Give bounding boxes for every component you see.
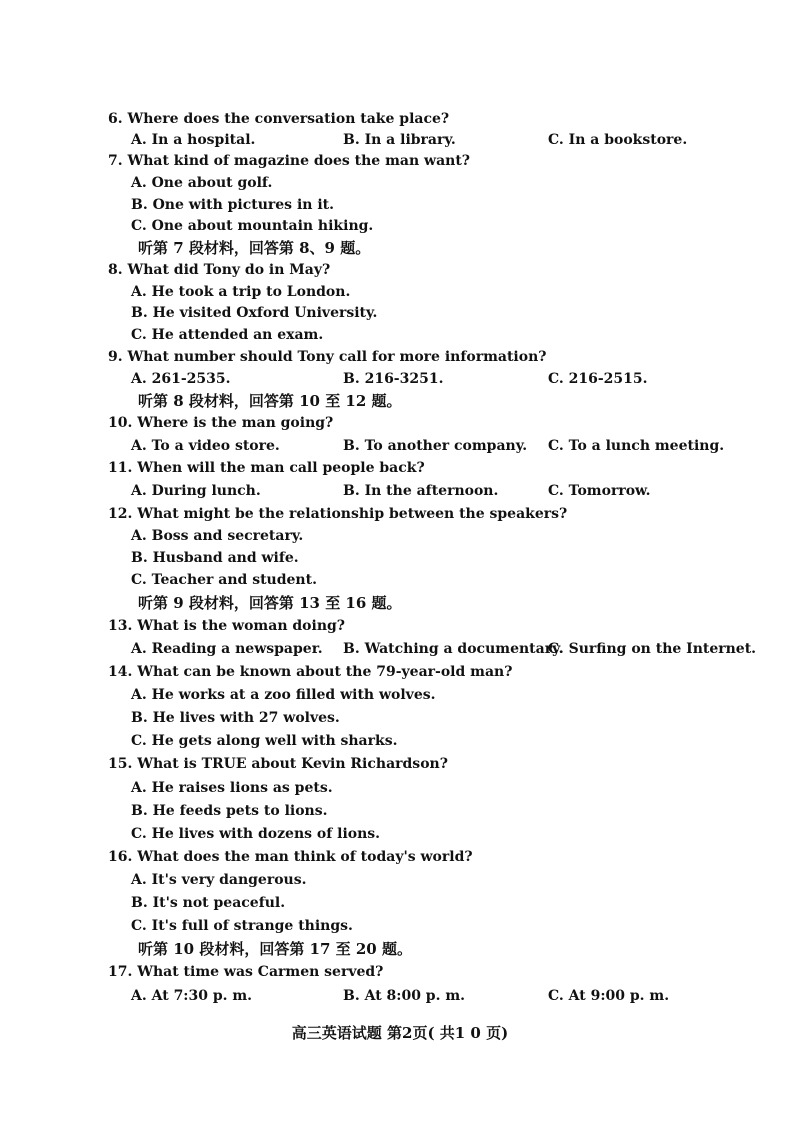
section-instruction: 听第 7 段材料，回答第 8、9 题。 [138,239,371,257]
option-text: B. He visited Oxford University. [131,305,378,321]
question-text: 14. What can be known about the 79-year-old man? [108,664,513,680]
option-b: B. 216-3251. [343,371,444,387]
question-text: 10. Where is the man going? [108,415,334,431]
question-text: 16. What does the man think of today's world? [108,849,473,865]
option-text: A. Boss and secretary. [131,528,304,544]
option-text: A. He works at a zoo filled with wolves. [131,687,436,703]
question-text: 7. What kind of magazine does the man want? [108,153,470,169]
section-instruction: 听第 9 段材料，回答第 13 至 16 题。 [138,594,402,612]
option-c: C. To a lunch meeting. [548,438,725,454]
option-a: A. At 7:30 p. m. [131,988,253,1004]
option-a: A. Reading a newspaper. [131,641,323,657]
option-text: B. He feeds pets to lions. [131,803,328,819]
option-c: C. In a bookstore. [548,132,688,148]
option-b: B. At 8:00 p. m. [343,988,466,1004]
option-a: A. 261-2535. [131,371,231,387]
question-text: 8. What did Tony do in May? [108,262,331,278]
option-text: C. He attended an exam. [131,327,324,343]
option-text: A. It's very dangerous. [131,872,307,888]
question-text: 13. What is the woman doing? [108,618,345,634]
section-instruction: 听第 8 段材料，回答第 10 至 12 题。 [138,392,402,410]
question-text: 6. Where does the conversation take place? [108,111,450,127]
option-a: A. During lunch. [131,483,261,499]
option-text: C. It's full of strange things. [131,918,353,934]
option-b: B. To another company. [343,438,528,454]
option-text: C. One about mountain hiking. [131,218,374,234]
option-text: B. Husband and wife. [131,550,299,566]
question-text: 17. What time was Carmen served? [108,964,384,980]
option-text: B. It's not peaceful. [131,895,286,911]
option-b: B. In the afternoon. [343,483,499,499]
option-b: B. In a library. [343,132,456,148]
question-text: 11. When will the man call people back? [108,460,425,476]
option-text: C. Teacher and student. [131,572,317,588]
question-text: 9. What number should Tony call for more information? [108,349,547,365]
option-c: C. At 9:00 p. m. [548,988,670,1004]
option-text: B. He lives with 27 wolves. [131,710,340,726]
option-text: A. He took a trip to London. [131,284,351,300]
option-c: C. Surfing on the Internet. [548,641,757,657]
option-b: B. Watching a documentary. [343,641,564,657]
option-c: C. 216-2515. [548,371,648,387]
question-text: 12. What might be the relationship between the speakers? [108,506,568,522]
option-a: A. In a hospital. [131,132,256,148]
option-text: A. One about golf. [131,175,273,191]
option-text: B. One with pictures in it. [131,197,334,213]
option-text: C. He gets along well with sharks. [131,733,398,749]
question-text: 15. What is TRUE about Kevin Richardson? [108,756,448,772]
option-a: A. To a video store. [131,438,280,454]
section-instruction: 听第 10 段材料，回答第 17 至 20 题。 [138,940,412,958]
option-text: C. He lives with dozens of lions. [131,826,381,842]
option-c: C. Tomorrow. [548,483,651,499]
option-text: A. He raises lions as pets. [131,780,333,796]
page-footer: 高三英语试题 第2页( 共1 0 页) [291,1024,509,1042]
